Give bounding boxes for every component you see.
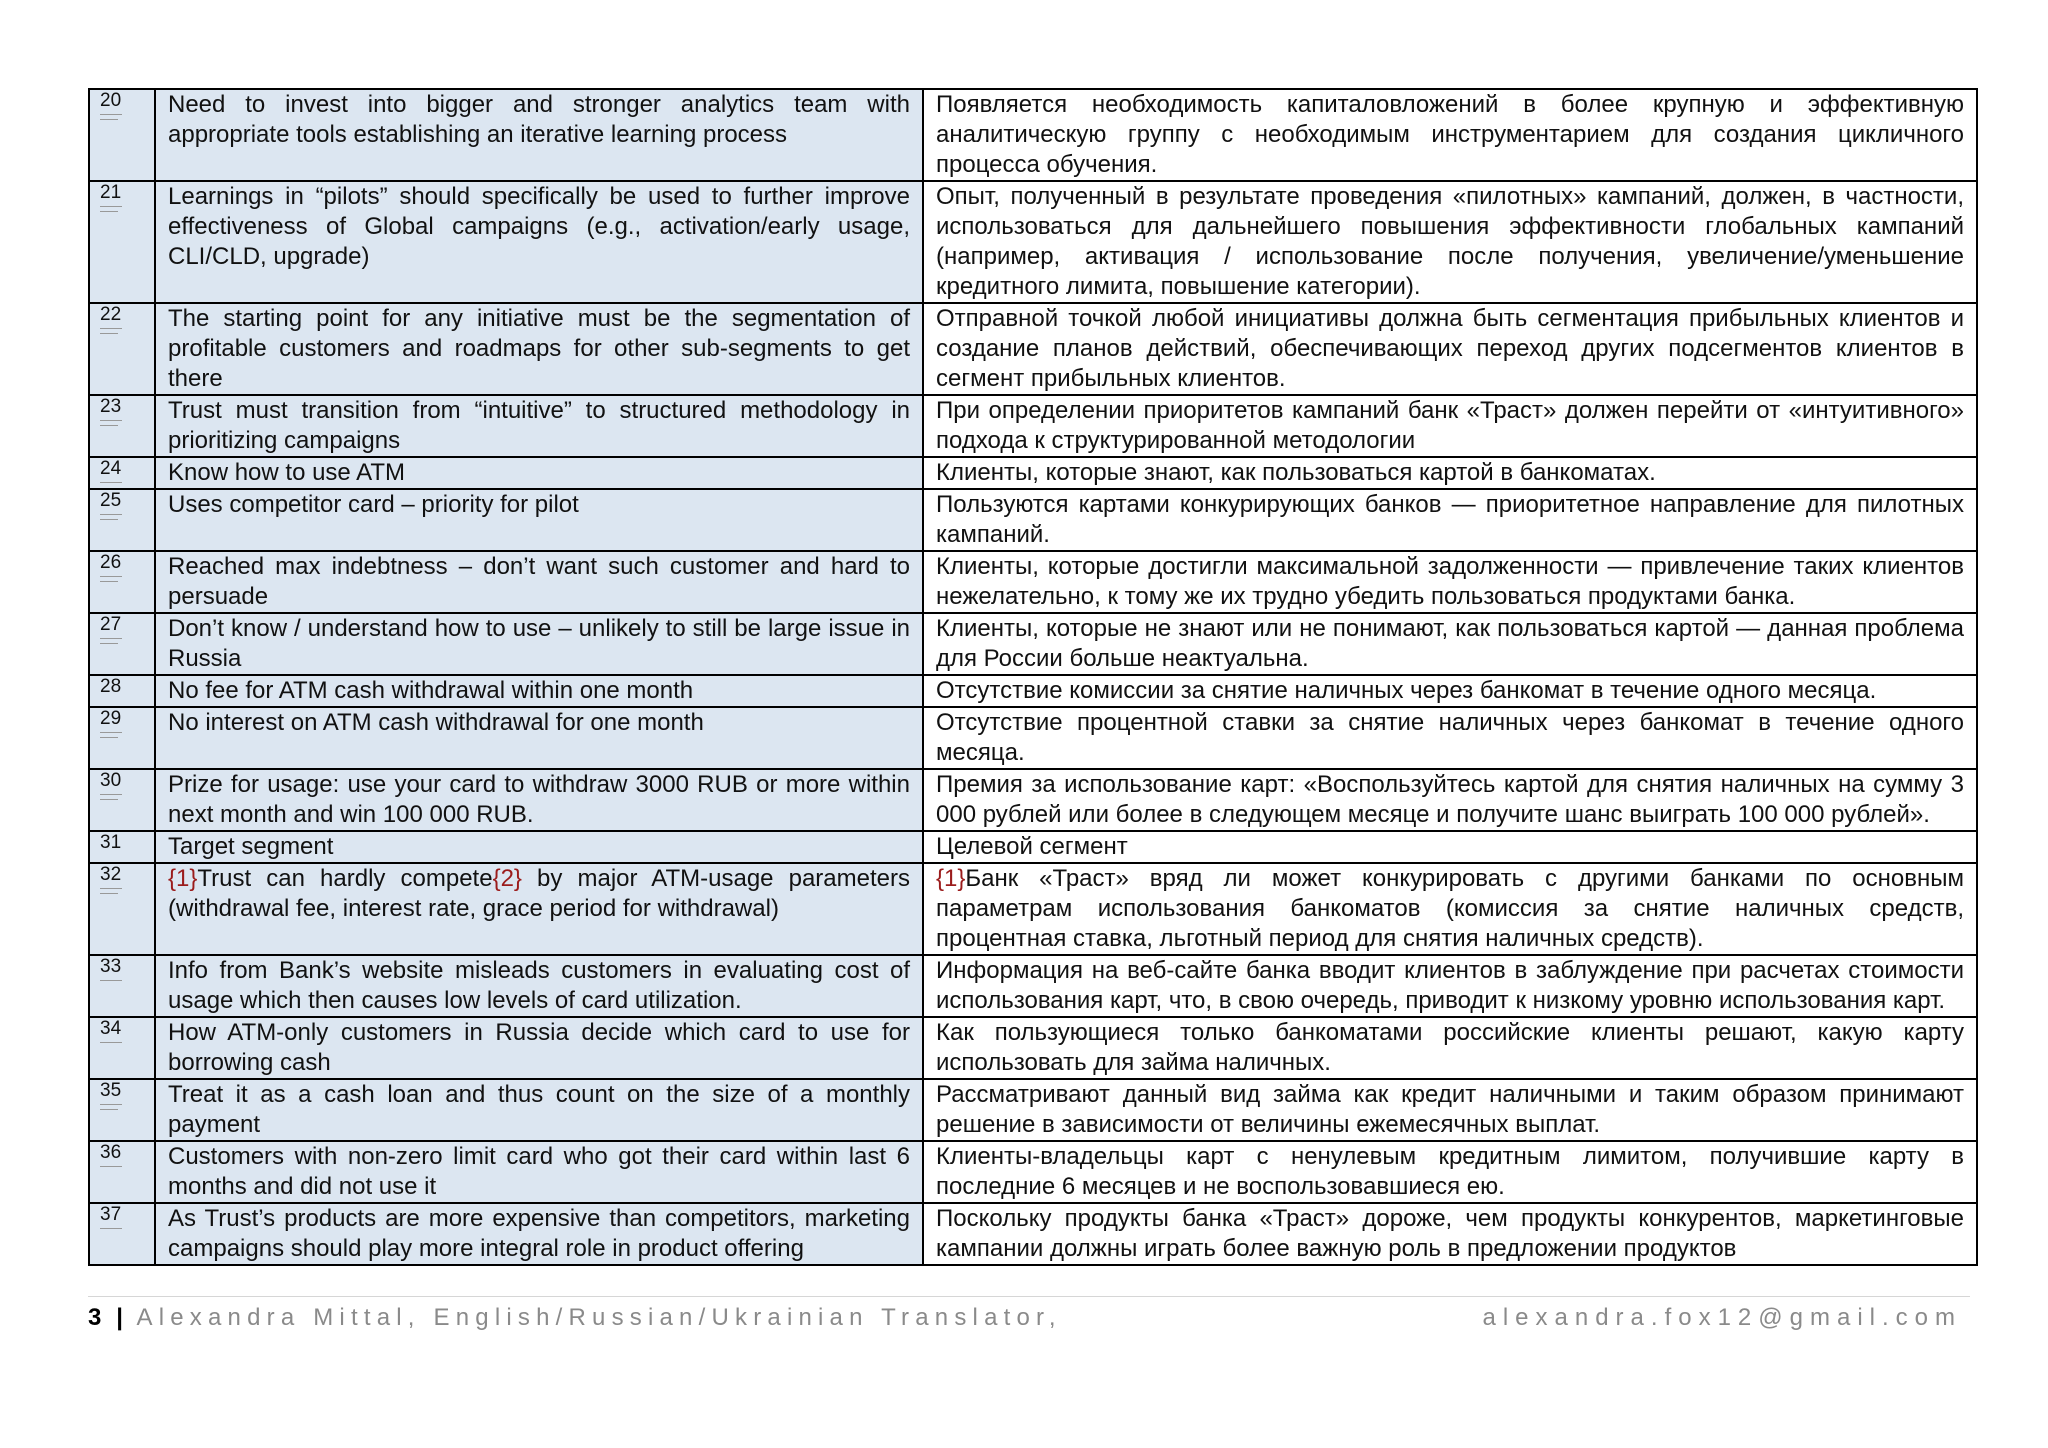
table-row	[89, 1203, 1977, 1265]
segment-status-mark	[100, 328, 122, 331]
target-text-cell: Отправной точкой любой инициативы должна быть сегментация прибыльных клиентов и создание планов действий, обеспечивающих переход других подсегментов клиентов в сегмент прибыльных клиентов.	[923, 303, 1977, 395]
segment-status-mark	[100, 1228, 122, 1231]
segment-status-mark	[100, 514, 122, 517]
source-text-cell: Prize for usage: use your card to withdraw 3000 RUB or more within next month and win 100 000 RUB.	[155, 769, 923, 831]
segment-number: 34	[100, 1018, 122, 1039]
source-text-cell: Target segment	[155, 831, 923, 863]
translation-table	[88, 88, 1978, 1266]
tag-marker: {1}	[168, 865, 198, 892]
segment-status-mark	[100, 581, 118, 584]
segment-number: 27	[100, 614, 122, 635]
segment-status-mark	[100, 643, 118, 646]
segment-number-cell	[89, 955, 155, 1017]
target-text-cell: Клиенты, которые знают, как пользоваться картой в банкоматах.	[923, 457, 1977, 489]
table-row	[89, 675, 1977, 707]
source-text: by major ATM-usage parameters (withdrawal fee, interest rate, grace period for withdrawal)	[168, 865, 910, 922]
segment-number-cell	[89, 707, 155, 769]
source-text-cell: How ATM-only customers in Russia decide which card to use for borrowing cash	[155, 1017, 923, 1079]
source-text-cell: No interest on ATM cash withdrawal for one month	[155, 707, 923, 769]
table-row	[89, 613, 1977, 675]
source-text-cell: The starting point for any initiative must be the segmentation of profitable customers and roadmaps for other sub-segments to get there	[155, 303, 923, 395]
source-text-cell: Need to invest into bigger and stronger analytics team with appropriate tools establishing an iterative learning process	[155, 89, 923, 181]
segment-number: 22	[100, 304, 122, 325]
target-text-cell: Информация на веб-сайте банка вводит клиентов в заблуждение при расчетах стоимости использования карт, что, в свою очередь, приводит к низкому уровню использования карт.	[923, 955, 1977, 1017]
table-row	[89, 89, 1977, 181]
target-text-cell: Премия за использование карт: «Воспользуйтесь картой для снятия наличных на сумму 3 000 рублей или более в следующем месяце и получите шанс выиграть 100 000 рублей».	[923, 769, 1977, 831]
segment-number-cell	[89, 831, 155, 863]
table-row	[89, 181, 1977, 303]
segment-status-mark	[100, 119, 118, 122]
source-text-cell: As Trust’s products are more expensive than competitors, marketing campaigns should play more integral role in product offering	[155, 1203, 923, 1265]
target-text-cell: Как пользующиеся только банкоматами российские клиенты решают, какую карту использовать для займа наличных.	[923, 1017, 1977, 1079]
page-footer	[88, 1304, 1062, 1332]
table-row	[89, 1141, 1977, 1203]
segment-status-mark	[100, 576, 122, 579]
target-text-cell: Клиенты, которые не знают или не понимают, как пользоваться картой — данная проблема для России больше неактуальна.	[923, 613, 1977, 675]
segment-status-mark	[100, 333, 118, 336]
segment-number: 29	[100, 708, 122, 729]
segment-number: 36	[100, 1142, 122, 1163]
segment-number-cell	[89, 551, 155, 613]
segment-number-cell	[89, 457, 155, 489]
target-text-cell: Целевой сегмент	[923, 831, 1977, 863]
segment-number-cell	[89, 395, 155, 457]
page-number: 3	[88, 1304, 104, 1331]
segment-number: 37	[100, 1204, 122, 1225]
table-row	[89, 457, 1977, 489]
table-row	[89, 831, 1977, 863]
target-text-cell: Опыт, полученный в результате проведения «пилотных» кампаний, должен, в частности, использоваться для дальнейшего повышения эффективности глобальных кампаний (например, активация / использование после получения, увеличение/уменьшение кредитного лимита, повышение категории).	[923, 181, 1977, 303]
table-row	[89, 1017, 1977, 1079]
segment-number-cell	[89, 863, 155, 955]
table-row	[89, 955, 1977, 1017]
segment-number-cell	[89, 1079, 155, 1141]
segment-number: 25	[100, 490, 122, 511]
segment-number: 26	[100, 552, 122, 573]
table-row	[89, 707, 1977, 769]
table-row	[89, 863, 1977, 955]
footer-author: Alexandra Mittal, English/Russian/Ukrainian Translator,	[136, 1304, 1062, 1331]
footer-divider	[88, 1296, 1970, 1297]
segment-number-cell	[89, 489, 155, 551]
segment-number: 28	[100, 676, 122, 697]
segment-status-mark	[100, 980, 122, 983]
segment-number-cell	[89, 675, 155, 707]
table-row	[89, 769, 1977, 831]
table-row	[89, 551, 1977, 613]
segment-status-mark	[100, 1104, 122, 1107]
target-text-cell: Клиенты, которые достигли максимальной задолженности — привлечение таких клиентов нежелательно, к тому же их трудно убедить пользоваться продуктами банка.	[923, 551, 1977, 613]
segment-status-mark	[100, 638, 122, 641]
target-text-cell: Поскольку продукты банка «Траст» дороже, чем продукты конкурентов, маркетинговые кампании должны играть более важную роль в предложении продуктов	[923, 1203, 1977, 1265]
source-text-cell	[155, 863, 923, 955]
segment-status-mark	[100, 114, 122, 117]
segment-number: 24	[100, 458, 122, 479]
table-row	[89, 395, 1977, 457]
footer-separator: |	[116, 1304, 125, 1331]
segment-number: 35	[100, 1080, 122, 1101]
segment-number: 32	[100, 864, 122, 885]
target-text-cell: Клиенты-владельцы карт с ненулевым кредитным лимитом, получившие карту в последние 6 месяцев и не воспользовавшиеся ею.	[923, 1141, 1977, 1203]
segment-number: 33	[100, 956, 122, 977]
segment-number-cell	[89, 303, 155, 395]
source-text-cell: Learnings in “pilots” should specifically be used to further improve effectiveness of Global campaigns (e.g., activation/early usage, CLI/CLD, upgrade)	[155, 181, 923, 303]
target-text: Банк «Траст» вряд ли может конкурировать с другими банками по основным параметрам использования банкоматов (комиссия за снятие наличных средств, процентная ставка, льготный период для снятия наличных средств).	[936, 865, 1964, 952]
source-text-cell: Treat it as a cash loan and thus count on the size of a monthly payment	[155, 1079, 923, 1141]
segment-number-cell	[89, 769, 155, 831]
segment-number-cell	[89, 89, 155, 181]
tag-marker: {1}	[936, 865, 966, 892]
segment-status-mark	[100, 737, 118, 740]
tag-marker: {2}	[492, 865, 522, 892]
target-text-cell: Отсутствие комиссии за снятие наличных через банкомат в течение одного месяца.	[923, 675, 1977, 707]
segment-status-mark	[100, 732, 122, 735]
source-text-cell: Info from Bank’s website misleads customers in evaluating cost of usage which then causes low levels of card utilization.	[155, 955, 923, 1017]
segment-number: 31	[100, 832, 122, 853]
segment-status-mark	[100, 425, 118, 428]
segment-status-mark	[100, 893, 118, 896]
table-row	[89, 303, 1977, 395]
source-text-cell: No fee for ATM cash withdrawal within one month	[155, 675, 923, 707]
segment-status-mark	[100, 1042, 122, 1045]
segment-number: 30	[100, 770, 122, 791]
segment-number: 23	[100, 396, 122, 417]
source-text-cell: Uses competitor card – priority for pilot	[155, 489, 923, 551]
segment-number-cell	[89, 181, 155, 303]
segment-number: 21	[100, 182, 122, 203]
table-row	[89, 1079, 1977, 1141]
segment-number-cell	[89, 613, 155, 675]
source-text-cell: Customers with non-zero limit card who got their card within last 6 months and did not use it	[155, 1141, 923, 1203]
segment-status-mark	[100, 519, 118, 522]
source-text-cell: Trust must transition from “intuitive” to structured methodology in prioritizing campaigns	[155, 395, 923, 457]
target-text-cell: Рассматривают данный вид займа как кредит наличными и таким образом принимают решение в зависимости от величины ежемесячных выплат.	[923, 1079, 1977, 1141]
segment-status-mark	[100, 211, 118, 214]
segment-status-mark	[100, 1109, 118, 1112]
segment-status-mark	[100, 1166, 122, 1169]
source-text-cell: Reached max indebtness – don’t want such customer and hard to persuade	[155, 551, 923, 613]
target-text-cell: При определении приоритетов кампаний банк «Траст» должен перейти от «интуитивного» подхода к структурированной методологии	[923, 395, 1977, 457]
segment-number-cell	[89, 1017, 155, 1079]
segment-number-cell	[89, 1203, 155, 1265]
segment-status-mark	[100, 794, 122, 797]
target-text-cell: Отсутствие процентной ставки за снятие наличных через банкомат в течение одного месяца.	[923, 707, 1977, 769]
segment-status-mark	[100, 482, 122, 485]
target-text-cell	[923, 863, 1977, 955]
segment-status-mark	[100, 420, 122, 423]
table-row	[89, 489, 1977, 551]
segment-number-cell	[89, 1141, 155, 1203]
footer-email: alexandra.fox12@gmail.com	[1482, 1304, 1962, 1331]
segment-number: 20	[100, 90, 122, 111]
target-text-cell: Появляется необходимость капиталовложений в более крупную и эффективную аналитическую группу с необходимым инструментарием для создания цикличного процесса обучения.	[923, 89, 1977, 181]
source-text: Trust can hardly compete	[197, 865, 493, 892]
segment-status-mark	[100, 799, 118, 802]
source-text-cell: Don’t know / understand how to use – unlikely to still be large issue in Russia	[155, 613, 923, 675]
source-text-cell: Know how to use ATM	[155, 457, 923, 489]
segment-status-mark	[100, 888, 122, 891]
target-text-cell: Пользуются картами конкурирующих банков — приоритетное направление для пилотных кампаний.	[923, 489, 1977, 551]
segment-status-mark	[100, 206, 122, 209]
